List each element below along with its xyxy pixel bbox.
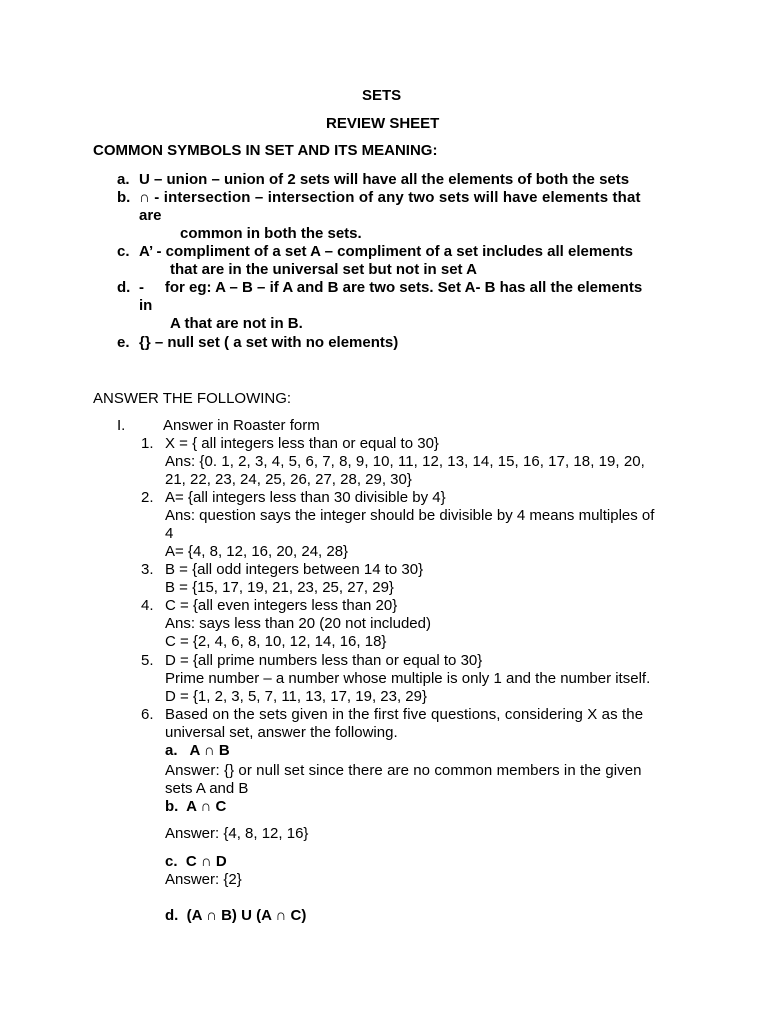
answer-text: Prime number – a number whose multiple is only 1 and the number itself.: [165, 670, 651, 687]
answer-text: Answer: {2}: [165, 871, 242, 888]
question-number: 2.: [141, 489, 154, 506]
question-text: B = {all odd integers between 14 to 30}: [165, 561, 424, 578]
section-label: Answer in Roaster form: [163, 417, 320, 434]
answer-heading: ANSWER THE FOLLOWING:: [93, 390, 292, 407]
question-text: A= {all integers less than 30 divisible by 4}: [165, 489, 446, 506]
question-number: 1.: [141, 435, 154, 452]
question-number: 3.: [141, 561, 154, 578]
subquestion-label: a. A ∩ B: [165, 742, 230, 759]
subquestion-label: c. C ∩ D: [165, 853, 227, 870]
symbol-difference-text: - for eg: A – B – if A and B are two sets. Set A- B has all the elements: [139, 279, 643, 296]
symbols-heading: COMMON SYMBOLS IN SET AND ITS MEANING:: [93, 142, 438, 159]
answer-text: Answer: {4, 8, 12, 16}: [165, 825, 309, 842]
question-text: C = {all even integers less than 20}: [165, 597, 398, 614]
symbol-intersection-text-cont: common in both the sets.: [180, 225, 362, 242]
answer-text: Answer: {} or null set since there are no common members in the given: [165, 762, 642, 779]
list-marker: d.: [117, 279, 131, 296]
question-number: 6.: [141, 706, 154, 723]
answer-text: 21, 22, 23, 24, 25, 26, 27, 28, 29, 30}: [165, 471, 412, 488]
list-marker: e.: [117, 334, 130, 351]
list-marker: c.: [117, 243, 130, 260]
subquestion-label: d. (A ∩ B) U (A ∩ C): [165, 907, 307, 924]
answer-text: Ans: question says the integer should be divisible by 4 means multiples of: [165, 507, 655, 524]
answer-text: D = {1, 2, 3, 5, 7, 11, 13, 17, 19, 23, 29}: [165, 688, 428, 705]
answer-text: C = {2, 4, 6, 8, 10, 12, 14, 16, 18}: [165, 633, 387, 650]
question-text: D = {all prime numbers less than or equal to 30}: [165, 652, 483, 669]
page-title: SETS: [362, 87, 402, 104]
symbol-difference-text-cont: A that are not in B.: [170, 315, 303, 332]
section-marker: I.: [117, 417, 126, 434]
question-text-cont: universal set, answer the following.: [165, 724, 398, 741]
page-subtitle: REVIEW SHEET: [326, 115, 440, 132]
symbol-intersection-text-cont: are: [139, 207, 162, 224]
question-number: 5.: [141, 652, 154, 669]
list-marker: b.: [117, 189, 131, 206]
answer-text: sets A and B: [165, 780, 249, 797]
symbol-intersection-text: ∩ - intersection – intersection of any two sets will have elements that: [139, 189, 641, 206]
list-marker: a.: [117, 171, 130, 188]
answer-text: 4: [165, 525, 174, 542]
symbol-union-text: U – union – union of 2 sets will have all the elements of both the sets: [139, 171, 630, 188]
symbol-compliment-text: A’ - compliment of a set A – compliment of a set includes all elements: [139, 243, 634, 260]
question-number: 4.: [141, 597, 154, 614]
symbol-null-text: {} – null set ( a set with no elements): [139, 334, 399, 351]
answer-text: B = {15, 17, 19, 21, 23, 25, 27, 29}: [165, 579, 394, 596]
answer-text: Ans: says less than 20 (20 not included): [165, 615, 431, 632]
answer-text: A= {4, 8, 12, 16, 20, 24, 28}: [165, 543, 349, 560]
symbol-difference-text-cont: in: [139, 297, 153, 314]
answer-text: Ans: {0. 1, 2, 3, 4, 5, 6, 7, 8, 9, 10, 11, 12, 13, 14, 15, 16, 17, 18, 19, 20,: [165, 453, 645, 470]
question-text: Based on the sets given in the first five questions, considering X as the: [165, 706, 644, 723]
symbol-compliment-text-cont: that are in the universal set but not in set A: [170, 261, 477, 278]
subquestion-label: b. A ∩ C: [165, 798, 227, 815]
question-text: X = { all integers less than or equal to 30}: [165, 435, 439, 452]
